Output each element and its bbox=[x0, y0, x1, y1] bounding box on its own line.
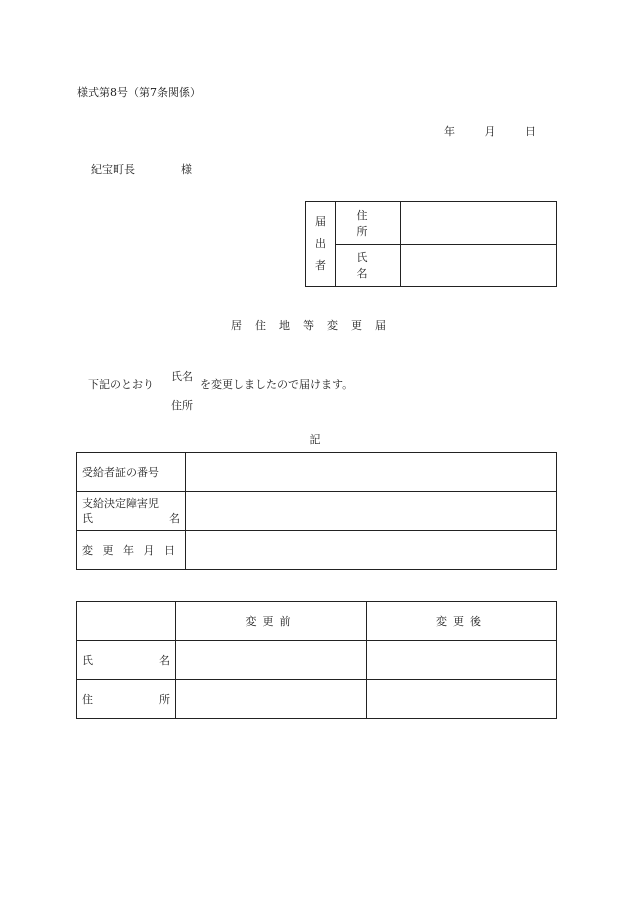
change-date-field[interactable] bbox=[186, 531, 557, 570]
change-date-label bbox=[77, 531, 186, 570]
child-name-label-line2 bbox=[82, 511, 180, 526]
child-name-field[interactable] bbox=[186, 492, 557, 531]
filer-address-label: 住 所 bbox=[336, 202, 401, 245]
child-name-label bbox=[77, 492, 186, 531]
change-date-label-text: 変 更 年 月 日 bbox=[82, 544, 178, 557]
name-after-field[interactable] bbox=[367, 641, 557, 680]
addressee-name: 紀宝町長 bbox=[91, 163, 135, 176]
filer-header bbox=[306, 202, 336, 287]
notice-lead: 下記のとおり bbox=[88, 378, 154, 391]
date-month: 月 bbox=[484, 125, 496, 138]
notice-tail: を変更しましたので届けます。 bbox=[200, 378, 354, 391]
filer-header-char: 出 bbox=[315, 237, 326, 250]
info-table bbox=[76, 452, 557, 570]
date-year: 年 bbox=[444, 125, 455, 138]
change-table-corner bbox=[77, 602, 176, 641]
addressee bbox=[91, 161, 192, 177]
address-before-field[interactable] bbox=[176, 680, 367, 719]
change-name-label-b: 名 bbox=[159, 654, 170, 667]
filer-address-field[interactable] bbox=[401, 202, 557, 245]
child-name-label-line1: 支給決定障害児 bbox=[82, 497, 159, 510]
change-address-label-b: 所 bbox=[159, 693, 170, 706]
after-header: 変更後 bbox=[367, 602, 557, 641]
form-title: 居住地等変更届 bbox=[231, 319, 399, 332]
address-after-field[interactable] bbox=[367, 680, 557, 719]
certificate-number-label: 受給者証の番号 bbox=[77, 453, 186, 492]
form-number: 様式第8号（第7条関係） bbox=[77, 86, 201, 99]
filer-name-label: 氏 名 bbox=[336, 244, 401, 287]
addressee-honorific: 様 bbox=[181, 163, 192, 176]
change-address-label bbox=[77, 680, 176, 719]
change-table bbox=[76, 601, 557, 719]
ki-heading: 記 bbox=[309, 433, 321, 446]
notice-option-address: 住所 bbox=[171, 399, 193, 412]
filer-name-field[interactable] bbox=[401, 244, 557, 287]
before-header: 変更前 bbox=[176, 602, 367, 641]
notice-options bbox=[171, 362, 193, 420]
change-name-label bbox=[77, 641, 176, 680]
filer-header-char: 者 bbox=[315, 259, 326, 272]
filer-header-char: 届 bbox=[315, 215, 326, 228]
filer-table bbox=[305, 201, 557, 287]
certificate-number-field[interactable] bbox=[186, 453, 557, 492]
date-line bbox=[444, 123, 536, 139]
child-name-label-a: 氏 bbox=[82, 512, 93, 525]
name-before-field[interactable] bbox=[176, 641, 367, 680]
notice-option-name: 氏名 bbox=[171, 370, 193, 383]
date-day: 日 bbox=[525, 125, 536, 138]
child-name-label-b: 名 bbox=[169, 512, 180, 525]
change-address-label-a: 住 bbox=[82, 693, 93, 706]
change-name-label-a: 氏 bbox=[82, 654, 93, 667]
